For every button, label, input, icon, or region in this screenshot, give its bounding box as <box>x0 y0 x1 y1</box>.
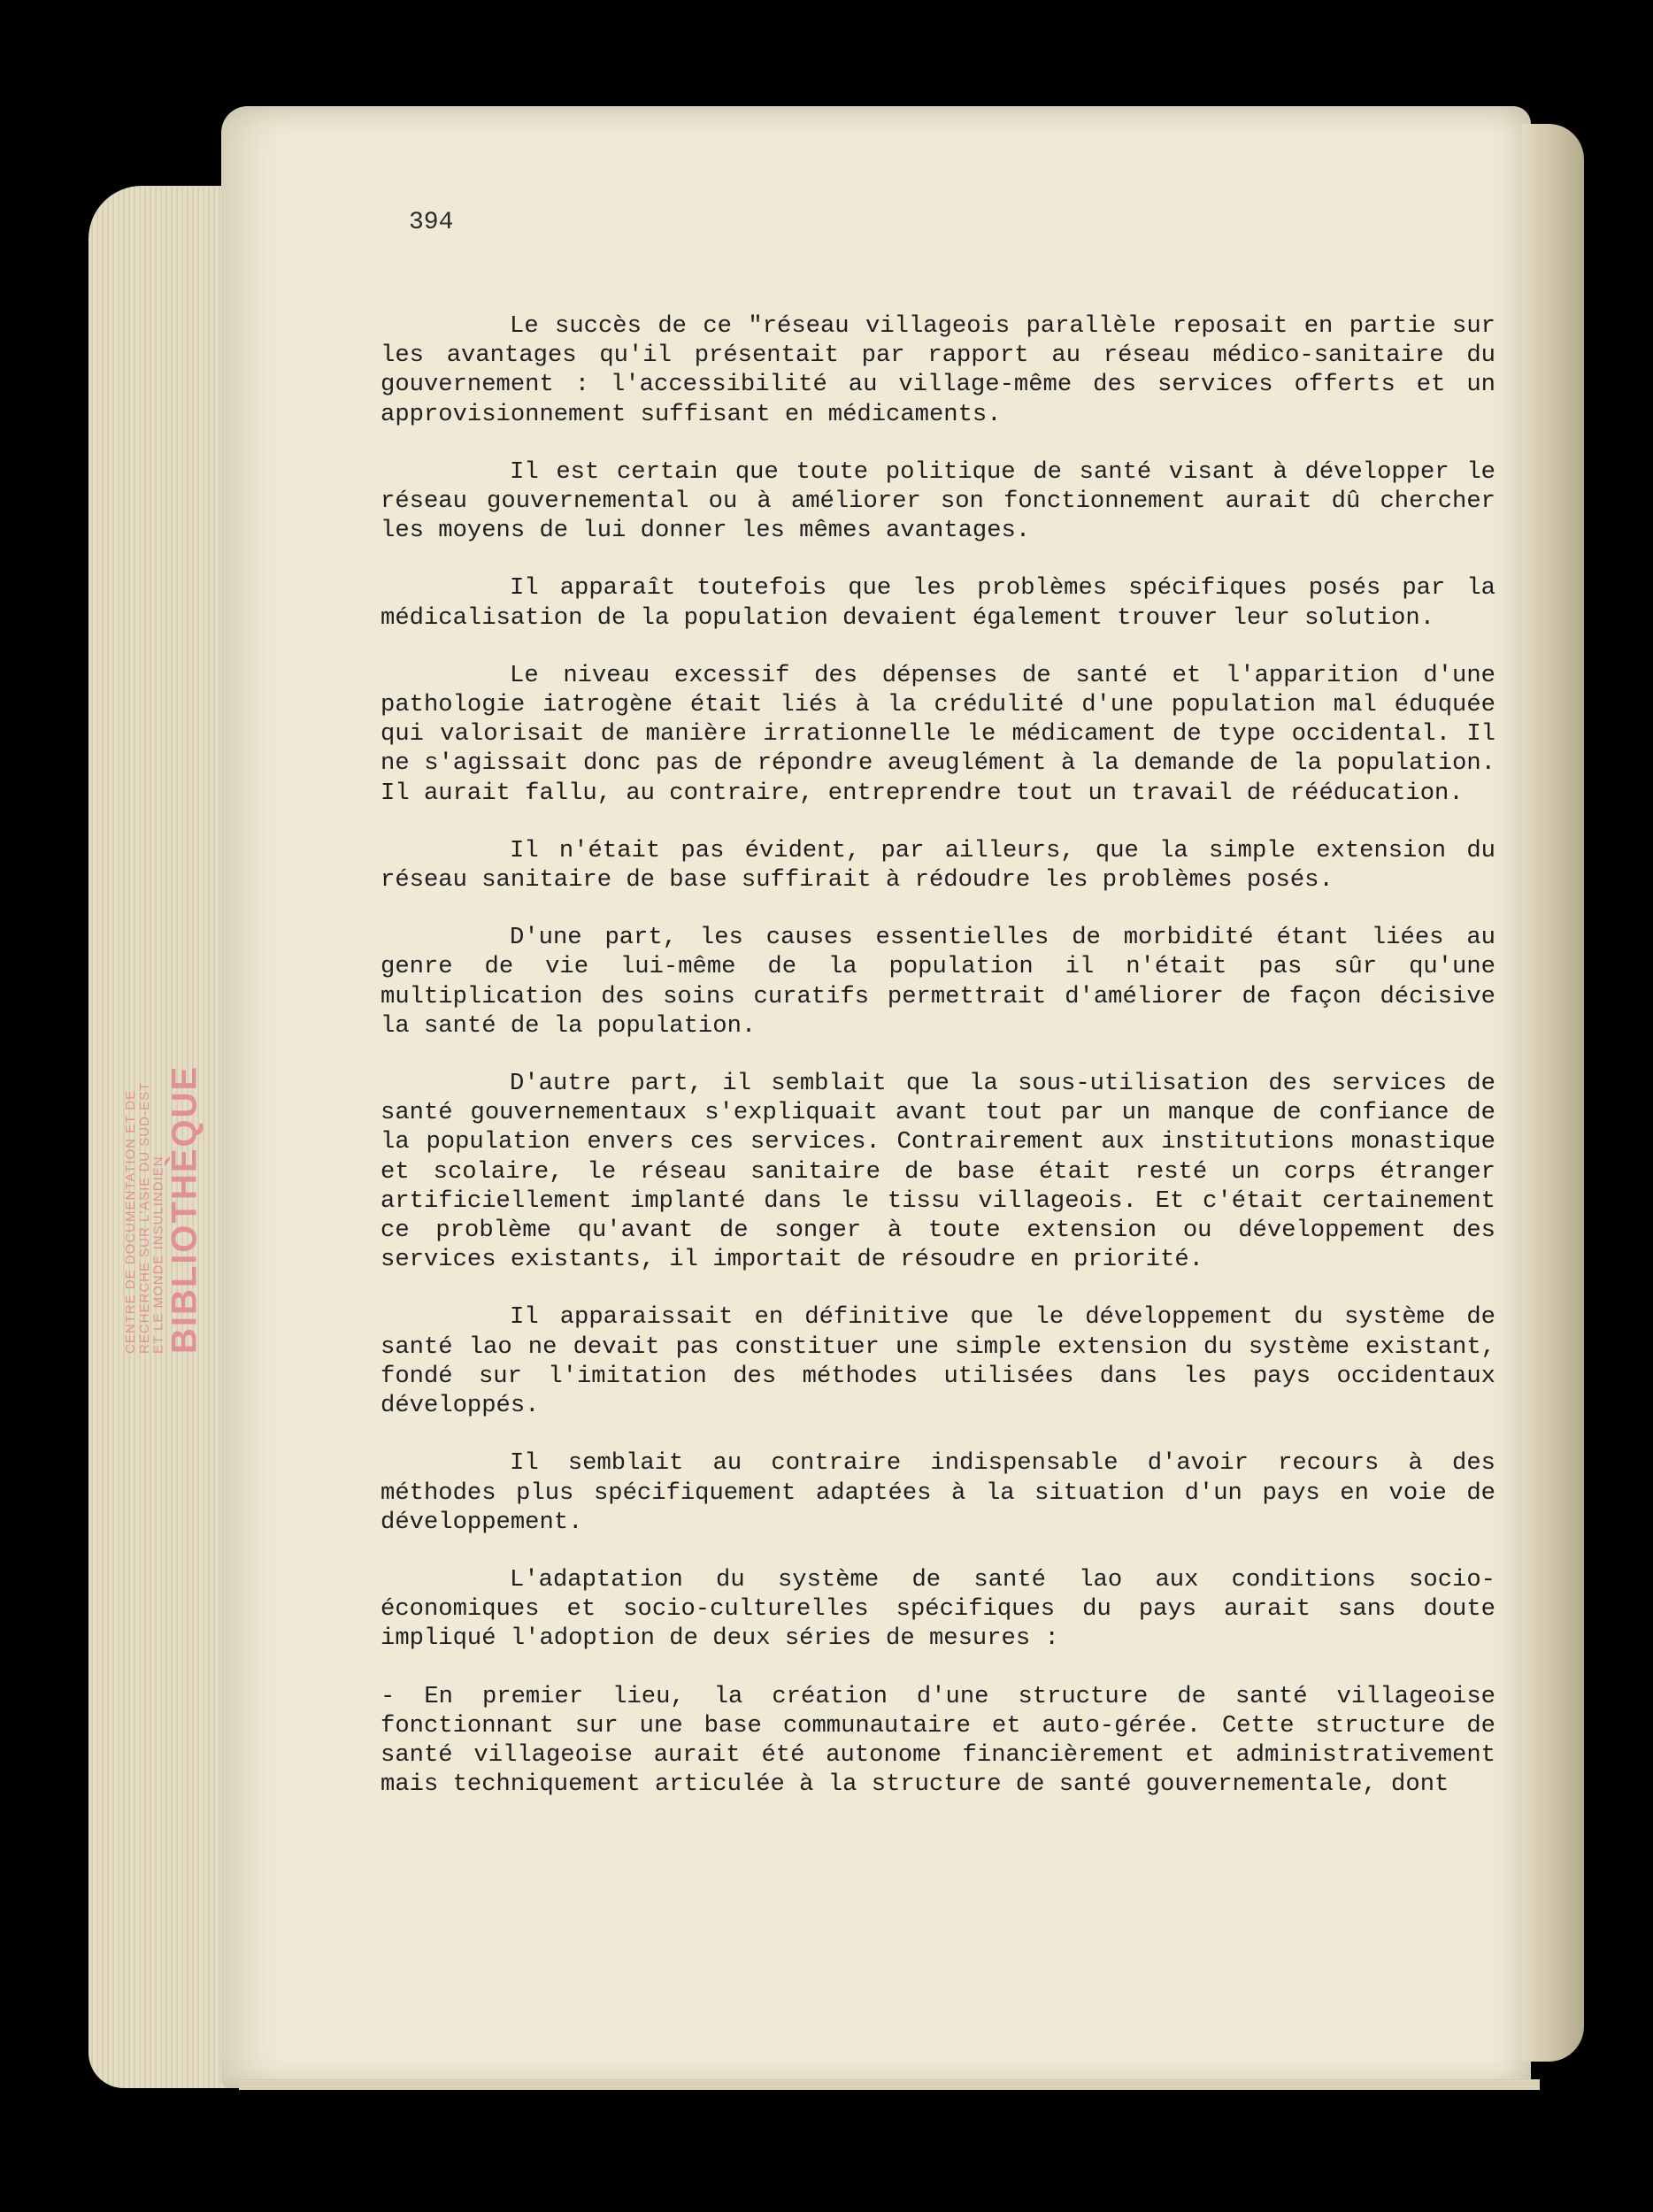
paragraph: L'adaptation du système de santé lao aux conditions socio-économiques et socio-culturelles spécifiques du pays aurait sans doute impliqué l'adoption de deux séries de mesures : <box>381 1565 1495 1653</box>
stamp-line-1: CENTRE DE DOCUMENTATION ET DE <box>123 1089 138 1354</box>
stamp-line-2: RECHERCHE SUR L'ASIE DU SUD-EST <box>136 1081 152 1354</box>
paragraph: Il semblait au contraire indispensable d'avoir recours à des méthodes plus spécifiquement adaptées à la situation d'un pays en voie de développement. <box>381 1449 1495 1536</box>
paragraph: Il n'était pas évident, par ailleurs, que la simple extension du réseau sanitaire de base suffirait à rédoudre les problèmes posés. <box>381 836 1495 895</box>
paragraph: Il est certain que toute politique de santé visant à développer le réseau gouvernemental ou à améliorer son fonctionnement aurait dû chercher les moyens de lui donner les mêmes avantages. <box>381 457 1495 545</box>
page-bottom-edge <box>239 2079 1540 2090</box>
paragraph: D'autre part, il semblait que la sous-utilisation des services de santé gouvernementaux s'expliquait avant tout par un manque de confiance de la population envers ces services. Contrairement aux institutions monastique et scolaire, le réseau sanitaire de base était resté un corps étranger artificiellement implanté dans le tissu villageois. Et c'était certainement ce problème qu'avant de songer à toute extension ou développement des services existants, il importait de résoudre en priorité. <box>381 1070 1495 1274</box>
paragraph: Le succès de ce "réseau villageois parallèle reposait en partie sur les avantages qu'il présentait par rapport au réseau médico-sanitaire du gouvernement : l'accessibilité au village-même des services offerts et un approvisionnement suffisant en médicaments. <box>381 312 1495 428</box>
paragraph: Il apparaissait en définitive que le développement du système de santé lao ne devait pas constituer une simple extension du système existant, fondé sur l'imitation des méthodes utilisées dans les pays occidentaux développés. <box>381 1303 1495 1420</box>
body-text <box>381 311 1495 1827</box>
library-stamp <box>124 929 248 1354</box>
paragraph: Le niveau excessif des dépenses de santé et l'apparition d'une pathologie iatrogène était liés à la crédulité d'une population mal éduquée qui valorisait de manière irrationnelle le médicament de type occidental. Il ne s'agissait donc pas de répondre aveuglément à la demande de la population. Il aurait fallu, au contraire, entreprendre tout un travail de rééducation. <box>381 661 1495 807</box>
stamp-label: BIBLIOTHÈQUE <box>165 1064 204 1354</box>
bullet-item: - En premier lieu, la création d'une structure de santé villageoise fonctionnant sur une base communautaire et auto-gérée. Cette structure de santé villageoise aurait été autonome financièrement et administrativement mais techniquement articulée à la structure de santé gouvernementale, dont <box>381 1682 1495 1799</box>
stamp-line-3: ET LE MONDE INSULINDIEN <box>150 1156 166 1354</box>
paragraph: D'une part, les causes essentielles de morbidité étant liées au genre de vie lui-même de la population il n'était pas sûr qu'une multiplication des soins curatifs permettrait d'améliorer de façon décisive la santé de la population. <box>381 924 1495 1040</box>
paragraph: Il apparaît toutefois que les problèmes spécifiques posés par la médicalisation de la population devaient également trouver leur solution. <box>381 574 1495 632</box>
page-curl-edge <box>1522 124 1584 2062</box>
page-number: 394 <box>409 209 454 236</box>
